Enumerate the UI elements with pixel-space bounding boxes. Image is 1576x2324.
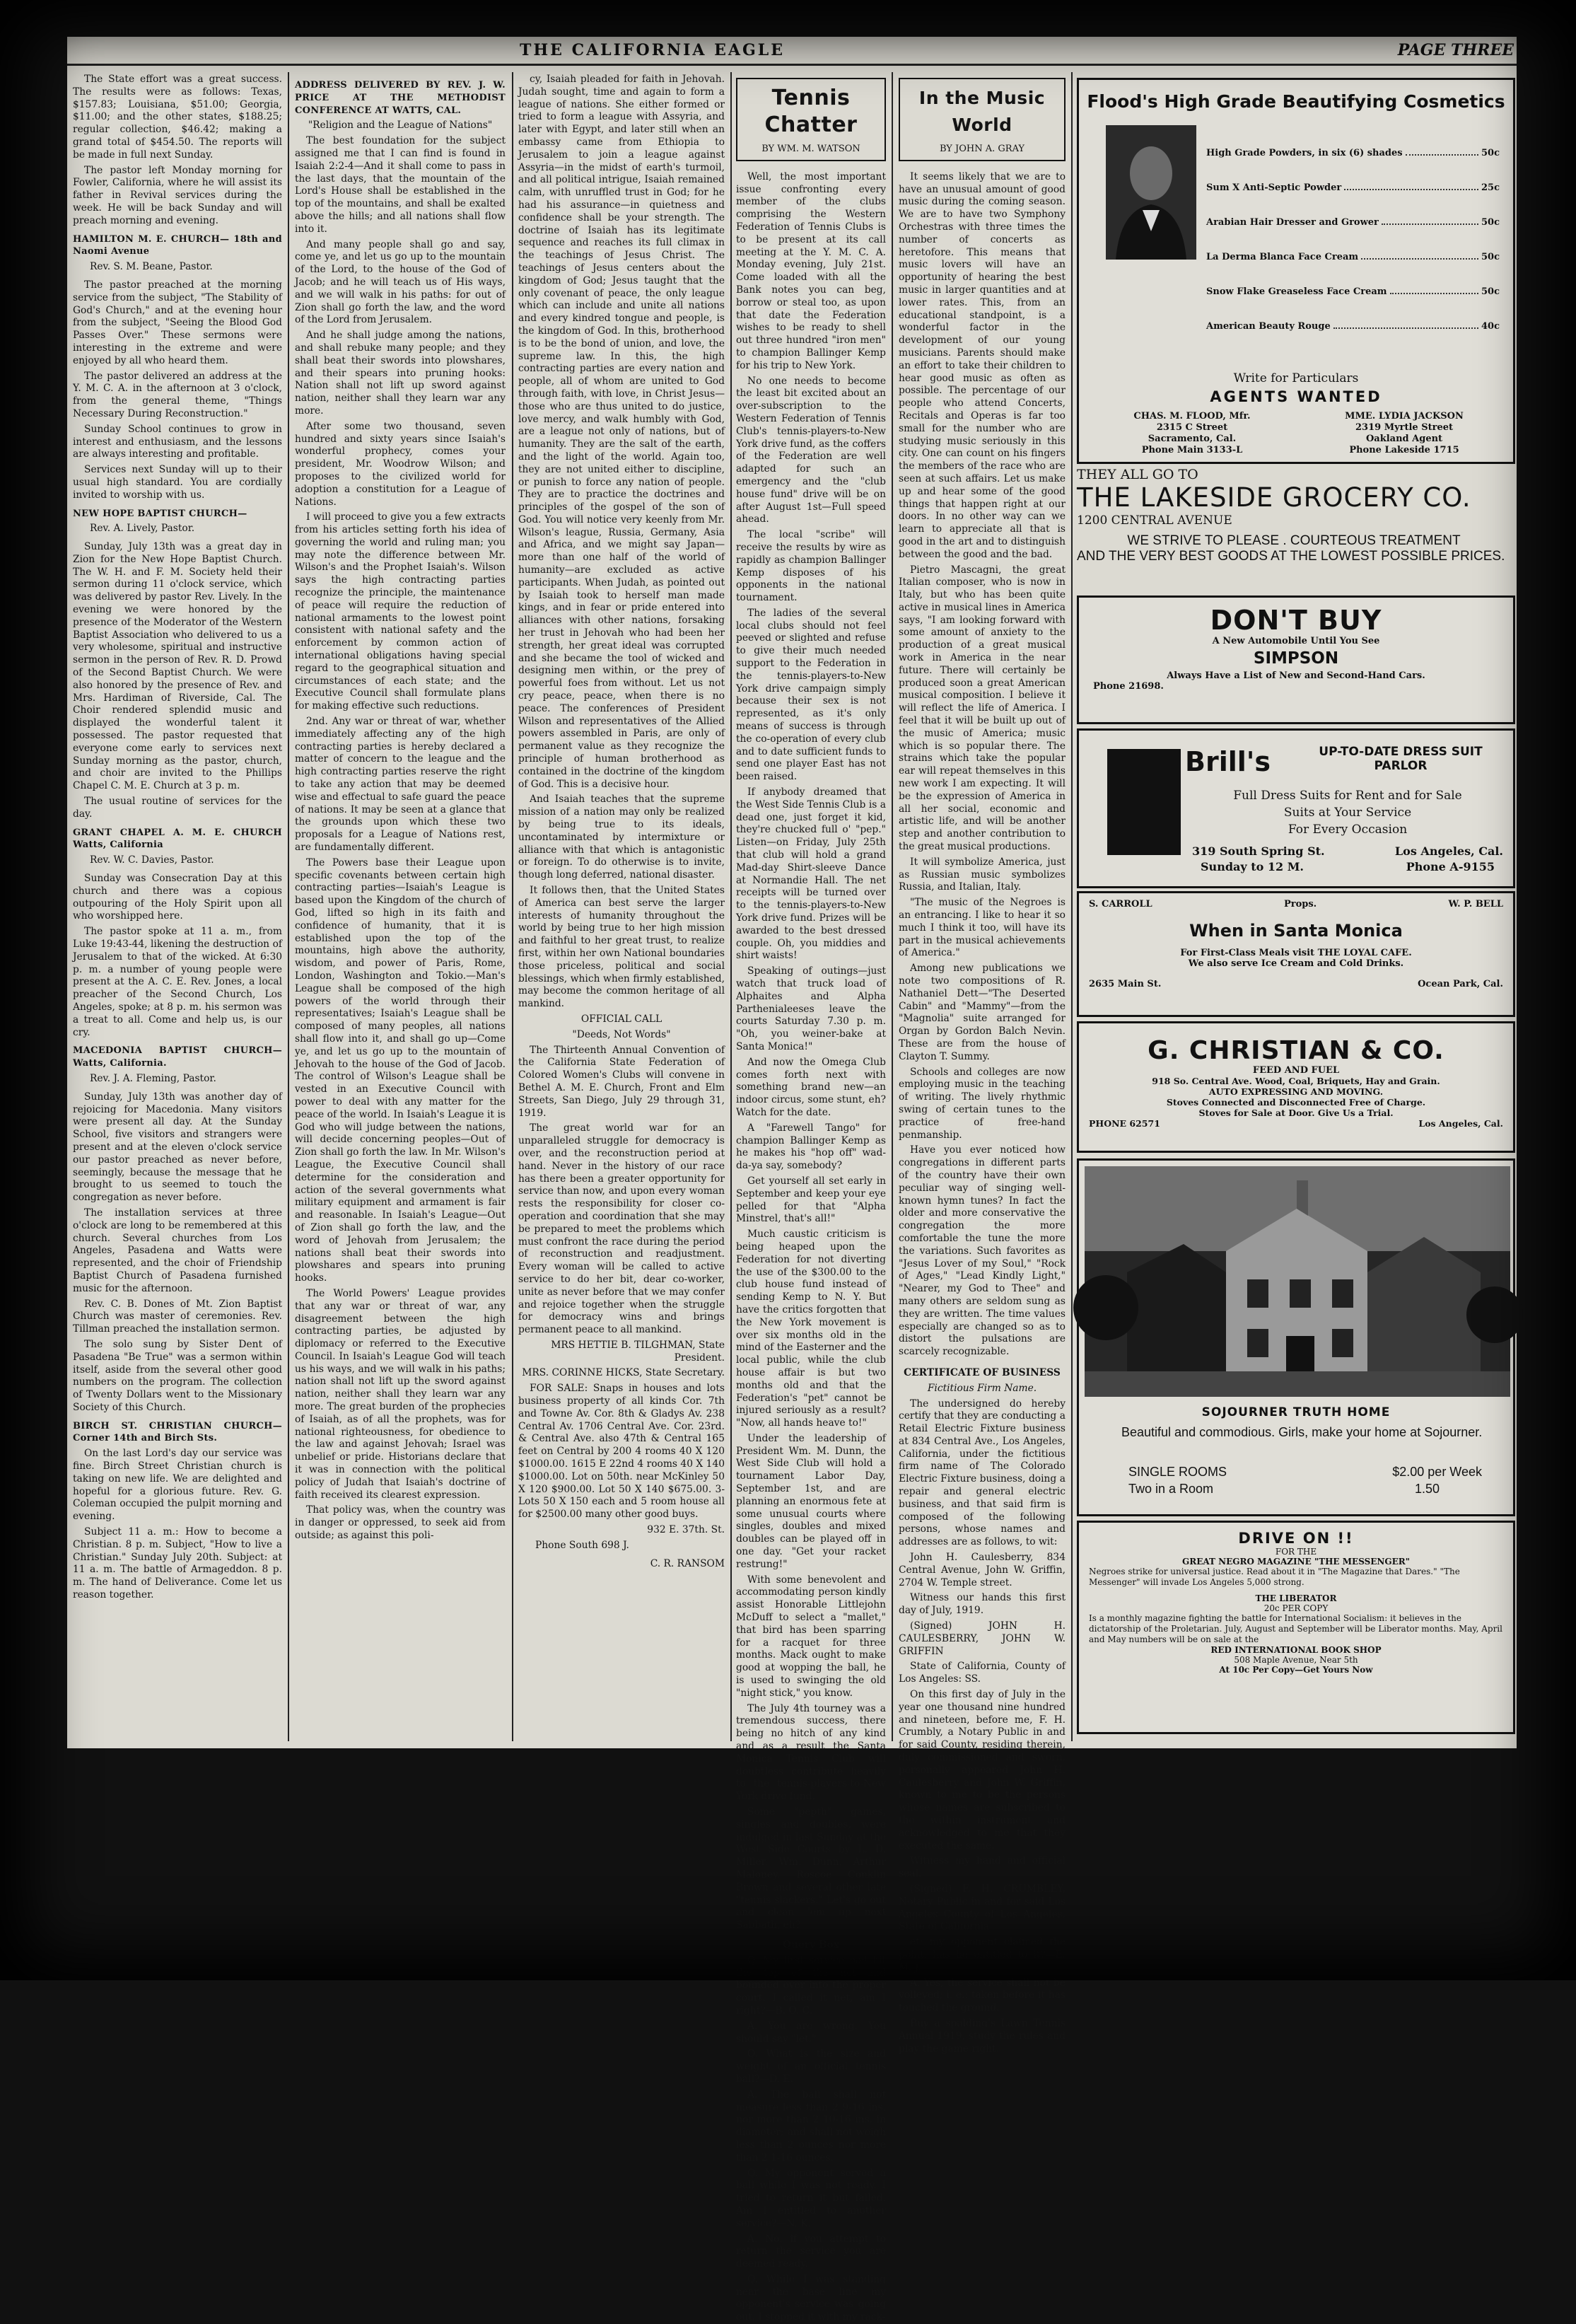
paper-name: THE CALIFORNIA EAGLE [520, 41, 785, 59]
loyal-cafe-ad [1077, 891, 1515, 1017]
article-paragraph: And many people shall go and say, come ye, and let us go up to the mountain of the Lord, to the house of the God of Jacob; and he will teach us of His ways, and we will walk in his paths: for out of Zion shall go forth the law, and the word of the Lord from Jerusalem. [295, 238, 506, 326]
dont-buy-ad [1077, 595, 1515, 724]
article-paragraph: Rev. C. B. Dones of Mt. Zion Baptist Church was master of ceremonies. Rev. Tillman preached the installation sermon. [73, 1298, 282, 1335]
item-name: La Derma Blanca Face Cream [1206, 252, 1359, 262]
brills-address: 319 South Spring St. [1192, 844, 1325, 858]
loyal-props: Props. [1283, 899, 1317, 910]
christian-footer [1079, 1118, 1513, 1129]
article-paragraph: The pastor preached at the morning service from the subject, "The Stability of God's Church," and at the evening hour from the subject, "Seeing the Blood God Passes Over." These sermons were interesting in the extreme and were enjoyed by all who heard them. [73, 279, 282, 366]
sojourner-line: Beautiful and commodious. Girls, make your home at Sojourner. [1121, 1425, 1483, 1439]
article-paragraph: If anybody dreamed that the West Side Tennis Club is a dead one, just forget it kid, they're chucked full o' "pep." Listen—on Friday, July 25th that club will hold a grand Mad-day Shirt-sleeve Dance at Normandie Hall. The net receipts will be turned over to the tennis-players-to-New York drive fund. Prizes will be awarded to the best dressed couple. Oh, you middies and shirt waists! [736, 786, 886, 962]
address-line: Phone Lakeside 1715 [1349, 445, 1459, 455]
music-byline: BY JOHN A. GRAY [939, 144, 1025, 154]
column-rule [892, 72, 893, 1741]
article-paragraph: Rev. J. A. Fleming, Pastor. [90, 1072, 216, 1084]
flood-cosmetics-ad [1077, 78, 1515, 464]
price-list-item [1206, 182, 1500, 193]
column-rule [512, 72, 513, 1741]
leader-dots [1390, 293, 1478, 294]
loyal-title: When in Santa Monica [1189, 921, 1403, 941]
article-heading: ADDRESS DELIVERED BY REV. J. W. PRICE AT THE METHODIST CONFERENCE AT WATTS, CAL. [295, 80, 506, 116]
brills-name: Brill's [1185, 746, 1271, 777]
loyal-address-row [1079, 979, 1513, 989]
column-rule [1071, 72, 1073, 1741]
brills-dark-block [1107, 749, 1181, 855]
brills-line-3: For Every Occasion [1288, 823, 1408, 837]
article-paragraph: I will proceed to give you a few extracts from his articles setting forth his idea of governing the world and ruling man; you may note the difference between Mr. Wilson's and the Prophet Isaiah's. Wilson says the high contracting parties recognize the principle, the maintenance of peace will require the reduction of national armaments to the lowest point consistent with national safety and the enforcement by common action of international obligations having special regard to the geographical situation and circumstances of each state; and the Executive Council shall formulate plans for making effective such reductions. [295, 511, 506, 712]
portrait-photo [1106, 125, 1196, 260]
article-paragraph: It seems likely that we are to have an unusual amount of good music during the coming season. We are to have two Symphony Orchestras with three times the number of concerts as heretofore. This means that music lovers will have an opportunity of hearing the best music in larger quantities and at lower rates. This, from an educational standpoint, is a wonderful factor in the development of our young musicians. Parents should make an effort to take their children to hear good music as often as possible. The percentage of our people who attend Concerts, Recitals and Operas is far too small for the number who are studying music seriously in this city. One can count on his fingers the members of the race who are seen at such affairs. Let us make up and hear some of the good things that happen right at our doors. In no other way can we learn to appreciate all that is good in the art and to distinguish between the good and the bad. [899, 170, 1066, 560]
article-paragraph: Services next Sunday will up to their usual high standard. You are cordially invited to worship with us. [73, 464, 282, 501]
article-heading: NEW HOPE BAPTIST CHURCH— [73, 508, 247, 519]
address-line: MME. LYDIA JACKSON [1345, 411, 1464, 422]
brills-heading-1: UP-TO-DATE DRESS SUIT [1319, 745, 1483, 759]
leader-dots [1382, 223, 1478, 225]
item-name: Arabian Hair Dresser and Grower [1206, 217, 1379, 228]
article-paragraph: Phone South 698 J. [535, 1539, 629, 1551]
column-tennis-chatter [736, 78, 886, 2323]
article-paragraph: A "Farewell Tango" for champion Ballinger Kemp as he makes his "hop off" wad-da-ya say, somebody? [736, 1122, 886, 1172]
price-list-item [1206, 252, 1500, 262]
loyal-right: W. P. BELL [1448, 899, 1503, 910]
article-heading: MACEDONIA BAPTIST CHURCH— Watts, California. [73, 1045, 282, 1069]
lakeside-tagline-2: AND THE VERY BEST GOODS AT THE LOWEST POSSIBLE PRICES. [1077, 549, 1505, 564]
brills-ad [1077, 728, 1515, 888]
article-paragraph: Q. My first service ball hit the top of the net and bounded over into the proper court. I called it net, am I right?—B. O. C. [736, 1954, 886, 2016]
christian-line-4: Stoves for Sale at Door. Give Us a Trial. [1198, 1108, 1394, 1118]
article-paragraph: Well, the most important issue confronting every member of the clubs comprising the Western Federation of Tennis Clubs is to be present at its call meeting at the Y. M. C. A. Monday evening, July 21st. Come loaded with all the Bank notes you can beg, borrow or steal too, as upon that date the Federation wishes to be ready to shell out three hundred "iron men" to champion Ballinger Kemp for his trip to New York. [736, 170, 886, 371]
article-paragraph: Much caustic criticism is being heaped upon the Federation for not diverting the use of the $300.00 to the club house fund instead of sending Kemp to N. Y. But have the critics forgotten that the New York movement is over six months old in the mind of the Easterner and the local public, while the club house affair is but two months old and that the Federation's "pet" cannot be injured seriously as a result? "Now, all hands heave to!" [736, 1228, 886, 1429]
newspaper-page [67, 37, 1517, 2323]
item-name: American Beauty Rouge [1206, 321, 1331, 332]
loyal-line-2: We also serve Ice Cream and Cold Drinks. [1188, 958, 1404, 969]
article-paragraph: "The music of the Negroes is an entrancing. I like to hear it so much I think it too, will have its part in the musical achievements of America." [899, 897, 1066, 959]
certificate-subtitle: Fictitious Firm Name. [927, 1382, 1037, 1394]
column-league-of-nations [295, 74, 506, 1743]
article-paragraph: The ladies of the several local clubs should not feel peeved or slighted and refuse to give their much needed support to the Federation in the tennis-players-to-New York drive campaign simply because their sex is not represented, as it's only means of success is through the co-operation of every club and to date sufficient funds to send one player East has not been raised. [736, 607, 886, 783]
article-paragraph: The pastor delivered an address at the Y. M. C. A. in the afternoon at 3 o'clock, from the general theme, "Things Necessary During Reconstruction." [73, 370, 282, 419]
address-line: Sacramento, Cal. [1148, 434, 1237, 444]
article-paragraph: The World Powers' League provides that any war or threat of war, any disagreement between the high contracting parties, be adjusted by diplomacy or referred to the Executive Council. In Isaiah's League God will teach us his ways, and we will walk in his paths; nation shall not lift up the sword against nation, neither shall they learn war any more. The great burden of the prophecies of Isaiah, as of all the prophets, was for national righteousness, for obedience to the law and against Jehovah; Israel was unbelief or pride. Historians declare that it was in connection with the political policy of Judah that Isaiah's doctrine of faith received its clearest expression. [295, 1287, 506, 1501]
christian-phone: PHONE 62571 [1089, 1118, 1160, 1129]
article-paragraph: A. The ball shall not measure less than 2 9-16 ins. nor more than 2 10-16 ins. in diameter; and shall not weigh less than 2 ounces nor more than 2 1-16 ounces. [736, 2088, 886, 2163]
item-price: 50c [1481, 286, 1500, 297]
article-paragraph: On the last Lord's day our service was fine. Birch Street Christian church is taking on new life. We are delighted and hopeful for a glorious future. Rev. G. Coleman occupied the pulpit morning and evening. [73, 1448, 282, 1523]
article-paragraph: Buy a spalding's Lawn Tennis Annual 1919, study the rules and play the game right. [899, 2017, 1066, 2055]
brills-footer [1192, 844, 1503, 875]
address-line: CHAS. M. FLOOD, Mfr. [1133, 411, 1251, 422]
loyal-props-row [1079, 899, 1513, 910]
item-price: 50c [1481, 148, 1500, 158]
column-isaiah-continued [518, 74, 725, 1743]
article-paragraph: "Religion and the League of Nations" [308, 120, 493, 132]
article-paragraph: 932 E. 37th. St. [647, 1524, 725, 1536]
article-paragraph: It will symbolize America, just as Russian music symbolizes Russia, and Italian, Italy. [899, 856, 1066, 893]
drive-on-title: DRIVE ON !! [1238, 1530, 1354, 1547]
loyal-left: S. CARROLL [1089, 899, 1152, 910]
page-number: PAGE THREE [1397, 41, 1514, 59]
christian-line-1: 918 So. Central Ave. Wood, Coal, Briquets, Hay and Grain. [1152, 1076, 1440, 1086]
article-paragraph: The Powers base their League upon specific covenants between certain high contracting parties—Isaiah's League is based upon the Kingdom of the church of God, lifted so high in its faith and confidence of humanity, that it is established upon the top of the mountains, high above the authority, wisdom, and power of Paris, Rome, London, Washington and Tokio.—Man's League shall be composed of the high powers of the world through their representatives; Isaiah's League shall be composed of many peoples, all nations shall flow into it, and shall go up—Come ye, and let us go up to the mountain of Jehovah to the house of the God of Jacob. The control of Wilson's League shall be vested in an Executive Council with power to deal with any matter for the peace of the world. In Isaiah's League it is God who will judge between the nations, will decide concerning peoples—Out of Zion shall go forth the law. In Mr. Wilson's League, the Executive Council shall determine for the consideration and action of the several governments what military equipment and armament is fair and reasonable. In Isaiah's League—Out of Zion shall go forth the law, and the word of Jehovah from Jerusalem; the nations shall beat their swords into plowshares and spears into pruning hooks. [295, 856, 506, 1284]
article-paragraph: A. Yes, the service shall not be volleyed; i. e.: taken before it has touched the ground. [899, 1977, 1066, 2014]
price-list-item [1206, 217, 1500, 228]
two-in-room-label: Two in a Room [1128, 1482, 1214, 1496]
flood-price-list [1206, 148, 1500, 356]
flood-left-address [1107, 411, 1277, 456]
dont-buy-title: DON'T BUY [1210, 605, 1382, 636]
certificate-title: CERTIFICATE OF BUSINESS [904, 1366, 1061, 1378]
sojourner-rates [1128, 1463, 1482, 1497]
article-paragraph: The pastor spoke at 11 a. m., from Luke 19:43-44, likening the destruction of Jerusalem to that of the wicked. At 6:30 p. m. a number of young people were present at the A. C. E. Rev. Jones, a local preacher of the Second Church, Los Angeles, spoke; at 8 p. m. his sermon was a treat to all. Come and help us, is our cry. [73, 926, 282, 1038]
article-paragraph: It follows then, that the United States of America can best serve the larger interests of humanity throughout the world by being true to her high mission and faithful to her great trust, to realize first, within her own National boundaries those priceless, political and social blessings, which when firmly established, may become the common heritage of all mankind. [518, 885, 725, 1010]
tennis-byline: BY WM. M. WATSON [761, 144, 860, 154]
building-photo [1085, 1166, 1510, 1397]
lakeside-address: 1200 CENTRAL AVENUE [1077, 513, 1232, 528]
dont-buy-sub: A New Automobile Until You See [1212, 636, 1380, 646]
item-name: Sum X Anti-Septic Powder [1206, 182, 1342, 193]
article-paragraph: The local "scribe" will receive the results by wire as rapidly as champion Ballinger Kemp disposes of his opponents in the national tournament. [736, 529, 886, 604]
article-paragraph: Some "pepth" games, singles and doubles, were indulged in last Sunday at the West Side Courts by L. D. Miller, Wm. Dunn, Arthur Maloney, Roscoe Conklin Brown and several other late "tennis slackers." Let's go out and clean 'em up next Sabbath, eh? [736, 1806, 886, 1931]
article-paragraph: The State effort was a great success. The results were as follows: Texas, $157.83; Louisiana, $51.00; Georgia, $11.00; and the other states, $188.25; regular collection, $46.42; making a grand total of $454.50. The reports will be made in full next Sunday. [73, 74, 282, 161]
price-list-item [1206, 148, 1500, 158]
christian-name: G. CHRISTIAN & CO. [1148, 1036, 1444, 1065]
price-list-item [1206, 321, 1500, 332]
article-paragraph: The pastor left Monday morning for Fowler, California, where he will assist its father in Revival services during the week. He will be back Sunday and will preach morning and evening. [73, 164, 282, 226]
article-paragraph: Pietro Mascagni, the great Italian composer, who is now in Italy, but who has been quite active in musical lines in America says, "I am looking forward with some amount of anxiety to the production of a great musical work in America in the near future. There will certainly be produced soon a great American musical composition. I believe it will reflect the life of America. I feel that it will be built up out of the music of America; music which is so popular there. The strains which take the popular ear will repeat themselves in this new work I am expecting. It will be the expression of America in all her social, economic and artistic life, and will be another step and another contribution to the great musical productions. [899, 564, 1066, 853]
item-price: 50c [1481, 217, 1500, 228]
masthead-rule [67, 64, 1517, 66]
item-price: 40c [1481, 321, 1500, 332]
music-title: In the Music World [918, 88, 1046, 135]
article-paragraph: State of California, County of Los Angeles: SS. [899, 1661, 1066, 1685]
article-heading: HAMILTON M. E. CHURCH— 18th and Naomi Avenue [73, 233, 282, 257]
article-paragraph: Sunday School continues to grow in interest and enthusiasm, and the lessons are always interesting and profitable. [73, 423, 282, 460]
article-paragraph: Rev. W. C. Davies, Pastor. [90, 854, 214, 866]
column-church-news [73, 74, 282, 1743]
certificate-body [899, 1398, 1066, 2056]
article-paragraph: Q. While I was standing near the base line my opponent's service was going out, I stopped it with my rack- [736, 2273, 886, 2323]
flood-title: Flood's High Grade Beautifying Cosmetics [1087, 91, 1505, 112]
loyal-city: Ocean Park, Cal. [1418, 979, 1503, 989]
loyal-address: 2635 Main St. [1089, 979, 1162, 989]
article-paragraph: Among new publications we note two compositions of R. Nathaniel Dett—"The Deserted Cabin" and "Mammy"—from the "Magnolia" suite arranged for Organ by Gordon Balch Nevin. These are from the house of Clayton T. Summy. [899, 963, 1066, 1062]
book-shop-price: At 10c Per Copy—Get Yours Now [1219, 1665, 1373, 1675]
flood-write: Write for Particulars [1233, 371, 1359, 385]
brills-body [1192, 787, 1503, 838]
article-paragraph: John H. Caulesberry, 834 Central Avenue, John W. Griffin, 2704 W. Temple street. [899, 1552, 1066, 1588]
brills-heading-2: PARLOR [1374, 759, 1428, 773]
brills-phone: Phone A-9155 [1406, 860, 1495, 873]
article-paragraph: A. You are wrong. You should say "let." [736, 2020, 886, 2045]
lakeside-grocery-ad [1077, 467, 1511, 587]
article-paragraph: The Thirteenth Annual Convention of the California State Federation of Colored Women's Clubs will convene in Bethel A. M. E. Church, Front and Elm Streets, San Diego, July 29 through 31, 1919. [518, 1044, 725, 1119]
address-line: 2315 C Street [1156, 422, 1228, 433]
article-paragraph: A. No, if you attempt to return the service you are deemed ready. [736, 2233, 886, 2270]
article-paragraph: FOR SALE: Snaps in houses and lots business property of all kinds Cor. 7th and Towne Av. Cor. 8th & Gladys Av. 238 Central Av. 1706 Central Ave. Cor. 23rd. & Central Ave. also 47th & Central 165 feet on Central by 200 4 rooms 40 X 120 $1000.00. 1615 E 22nd 4 rooms 40 X 140 $1000.00. Lot on 50th. near McKinley 50 X 120 $900.00. Lot 50 X 140 $675.00. 3-Lots 50 X 150 each and 5 room house all for $2500.00 many other good buys. [518, 1383, 725, 1521]
tennis-body [736, 171, 886, 1932]
loyal-line-1: For First-Class Meals visit THE LOYAL CAFE. [1180, 948, 1412, 958]
price-list-item [1206, 286, 1500, 297]
liberator-title: THE LIBERATOR [1255, 1593, 1337, 1603]
article-heading: BIRCH ST. CHRISTIAN CHURCH— Corner 14th and Birch Sts. [73, 1420, 282, 1444]
drive-on-for: FOR THE [1275, 1547, 1317, 1557]
article-paragraph: Q. My opponent served a ball while I was not ready. I tried to return it but failed. Am I entitled to another service?—N. K. [736, 2167, 886, 2229]
single-rooms-label: SINGLE ROOMS [1128, 1465, 1227, 1479]
brills-hours: Sunday to 12 M. [1201, 860, 1304, 873]
tennis-title-box [736, 78, 886, 161]
sojourner-truth-ad [1077, 1158, 1515, 1516]
article-paragraph: With some benevolent and accommodating person kindly assist Honorable Littlejohn McDuff to select a "mallet," that bird has been sparring for a racquet for three months. Mack ought to make good at wopping the ball, he is used to swinging the old "night stick," you know. [736, 1574, 886, 1699]
article-paragraph: The great world war for an unparalleled struggle for democracy is over, and the reconstruction period at hand. Never in the history of our race has there been a greater opportunity for service than now, and upon every woman rests the responsibility for closer co-operation and coordination that she may be prepared to meet the problems which must confront the race during the period of reconstruction and readjustment. Every woman will be called to active service to do her bit, dear co-worker, unite as never before that we may confer and rejoice together when the struggle for democracy wins and brings permanent peace to all mankind. [518, 1122, 725, 1336]
drive-on-body-2: Is a monthly magazine fighting the battle for International Socialism: it believes in the dictatorship of the Proletarian. July, August and September will be Liberator months. May, April and May numbers will be on sale at the [1089, 1613, 1502, 1644]
christian-line-2: AUTO EXPRESSING AND MOVING. [1208, 1086, 1384, 1097]
liberator-price: 20c PER COPY [1263, 1603, 1329, 1613]
column-rule [288, 72, 289, 1741]
address-line: 2319 Myrtle Street [1355, 422, 1454, 433]
dont-buy-list: Always Have a List of New and Second-Hand Cars. [1167, 670, 1425, 681]
leader-dots [1406, 154, 1478, 156]
drive-on-body-1: Negroes strike for universal justice. Read about it in "The Magazine that Dares." "The Messenger" will invade Los Angeles 5,000 strong. [1089, 1567, 1460, 1587]
portrait-image [1106, 125, 1196, 260]
article-paragraph: On this first day of July in the year one thousand nine hundred and nineteen, before me, F. H. Crumbly, a Notary Public in and for said County, residing therein, duly commissioned and sworn, personally appeared John H. Caulesberry and John W. Griffin, known to me to be the persons whose names are subscribed to the within instrument and acknowledged to me that they executed the same. [899, 1689, 1066, 1852]
building-image [1085, 1166, 1510, 1397]
article-paragraph: Sunday, July 13th was another day of rejoicing for Macedonia. Many visitors were present all day. At the Sunday School, five visitors and strangers were present and at the eleven o'clock service our pastor preached as never before, seemingly, because the message that he brought to us seemed to touch the congregation as never before. [73, 1091, 282, 1204]
article-paragraph: Witness our hands this first day of July, 1919. [899, 1592, 1066, 1617]
book-shop-name: RED INTERNATIONAL BOOK SHOP [1210, 1645, 1382, 1655]
sojourner-title: SOJOURNER TRUTH HOME [1201, 1405, 1391, 1419]
brills-line-2: Suits at Your Service [1283, 806, 1412, 820]
leader-dots [1333, 327, 1478, 329]
article-paragraph: Witness my hand and official seal. [899, 1855, 1066, 1880]
two-in-room-price: 1.50 [1414, 1482, 1440, 1496]
column-rule [730, 72, 732, 1741]
article-paragraph: MRS HETTIE B. TILGHMAN, State President. [551, 1339, 725, 1364]
article-paragraph: The July 4th tourney was a tremendous success, there being no hitch of any kind and as a result the Santa Monica Tennis Club will doubtless contribute heavily to the tennis-players-to-New York drive fund. [736, 1702, 886, 1803]
article-paragraph: C. R. RANSOM [650, 1557, 725, 1569]
leader-dots [1361, 258, 1478, 260]
flood-right-address [1312, 411, 1496, 456]
address-line: Phone Main 3133-L [1141, 445, 1243, 455]
article-paragraph: et; my opponent claimed the point, has he entitled to it?—E. M. J. [899, 1936, 1066, 1973]
brills-line-1: Full Dress Suits for Rent and for Sale [1233, 789, 1462, 803]
dont-buy-name: SIMPSON [1253, 649, 1339, 668]
article-paragraph: Sunday, July 13th was a great day in Zion for the New Hope Baptist Church. The W. H. and F. M. Society held their sermon during 11 o'clock service, which was delivered by pastor Rev. Lively. In the evening we were honored by the presence of the Moderator of the Western Baptist Association who delivered to us a very wholesome, spiritual and instructive sermon in the person of Rev. R. D. Prowd of the Second Baptist Church. We were also honored by the presence of Rev. and Mrs. Hardiman of Riverside, Cal. The Choir rendered splendid music and displayed the wonderful talent it possessed. The pastor requested that everyone come early to services next Sunday morning as the pastor, church, and choir are invited to the Phillips Chapel C. M. E. Church at 3 p. m. [73, 541, 282, 792]
article-heading: GRANT CHAPEL A. M. E. CHURCH Watts, California [73, 827, 282, 851]
christian-line-3: Stoves Connected and Disconnected Free of Charge. [1166, 1097, 1426, 1108]
article-paragraph: And now the Omega Club comes forth next with something brand new—an indoor circus, some stunt, eh? Watch for the date. [736, 1056, 886, 1118]
lakeside-top: THEY ALL GO TO [1077, 467, 1198, 482]
leader-dots [1344, 189, 1478, 190]
article-paragraph: No one needs to become the least bit excited about an over-subscription to the Western Federation of Tennis Club's tennis-players-to-New York drive fund, as the coffers of the Federation are well adapted for such an emergency and the "club house fund" drive will be on after August 1st—Full speed ahead. [736, 375, 886, 525]
article-paragraph: Speaking of outings—just watch that truck load of Alphaites and Alpha Parthenialeeses leave the courts Saturday 7.30 p. m. "Oh, you weiner-bake at Santa Monica!" [736, 965, 886, 1052]
christian-sub: FEED AND FUEL [1252, 1065, 1340, 1076]
tennis-title: Tennis Chatter [764, 86, 858, 137]
item-price: 25c [1481, 182, 1500, 193]
article-paragraph: The usual routine of services for the day. [73, 796, 282, 820]
article-paragraph: Schools and colleges are now employing music in the teaching of writing. The lively rhythmic swing of certain tunes to the practice of free-hand penmanship. [899, 1066, 1066, 1141]
column-music-world [899, 78, 1066, 2055]
book-shop-address: 508 Maple Avenue, Near 5th [1234, 1655, 1358, 1665]
music-title-box [899, 78, 1066, 161]
flood-agents-wanted: AGENTS WANTED [1210, 388, 1382, 405]
brills-heading [1298, 745, 1503, 773]
article-paragraph: Get yourself all set early in September and keep your eye pelled for that "Alpha Minstrel, that's all!" [736, 1175, 886, 1225]
lakeside-name: THE LAKESIDE GROCERY CO. [1077, 482, 1471, 513]
article-paragraph: Q. What is the size and weight of an official tennis ball?—D. E. [736, 2048, 886, 2085]
article-paragraph: OFFICIAL CALL [580, 1013, 662, 1025]
address-line: Oakland Agent [1365, 434, 1443, 444]
article-paragraph: The best foundation for the subject assigned me that I can find is found in Isaiah 2:2-4—And it shall come to pass in the last days, that the mountain of the Lord's House shall be established in the top of the mountains, and shall be exalted above the hills; and all nations shall flow into it. [295, 135, 506, 235]
music-body [899, 171, 1066, 1359]
article-paragraph: "Deeds, Not Words" [572, 1028, 671, 1040]
drive-on-magazine: GREAT NEGRO MAGAZINE "THE MESSENGER" [1182, 1557, 1410, 1567]
item-name: High Grade Powders, in six (6) shades [1206, 148, 1403, 158]
query-box-body [736, 1955, 886, 2324]
article-paragraph: 2nd. Any war or threat of war, whether immediately affecting any of the high contracting parties is hereby declared a matter of concern to the league and the high contracting parties reserve the right to take any action that may be deemed wise and effectual to safe guard the peace of nations. It may be seen at a glance that the grounds upon which these two proposals for a League of Nations rest, are fundamentally different. [295, 716, 506, 854]
masthead [67, 37, 1517, 65]
article-paragraph: Rev. S. M. Beane, Pastor. [90, 261, 213, 273]
article-paragraph: cy, Isaiah pleaded for faith in Jehovah. Judah sought, time and again to form a league of nations. She either formed or tried to form a league with Assyria, and later with Egypt, and later still when an embassy came from Ethiopia to Jerusalem to join a league against Assyria—in the midst of earth's turmoil, and all political intrigue, Isaiah remained calm, with unruffled trust in God; for he had his assurance—in quietness and confidence shall be your strength. The doctrine of Isaiah has its legitimate sequence and reaches its full climax in the teachings of Jesus Christ. The teachings of Jesus centers about the kingdom of God; Jesus taught that the only covenant of peace, the only league which can include and unite all nations and every kindred tongue and people, is the kingdom of God. In this, brotherhood is to be the bond of union, and love, the supreme law. In this, the high contracting parties are every nation and people, all of whom are united to God through faith, with love, in Christ Jesus—those who are thus united to do justice, love mercy, and walk humbly with God, are a league not only of nations, but of humanity. They are the salt of the earth, and the light of the world. Again too, they are not united either to discipline, or punish to force any nation of people. They are to practice the doctrines and principles of the gospel of the son of God. You will notice very keenly from Mr. Wilson's league, Russia, Germany, Asia and Africa, and we might say Japan—more than one half of the world of humanity—are excluded as active participants. When Judah, as pointed out by Isaiah took to herself man made kings, and in fear or pride entered into alliances with other nations, forsaking her trust in Jehovah who had been her strength, her great ideal was corrupted and she became the tool of wicked and designing men within, or the prey of powerful foes from without. Let us not cry peace, peace, when there is no peace. The conferences of President Wilson and representatives of the Allied powers assembled in Paris, are only of permanent value as they recognize the principle of human brotherhood as contained in the doctrine of the kingdom of God. This is a decisive hour. [518, 74, 725, 790]
article-paragraph: The installation services at three o'clock are long to be remembered at this church. Several churches from Los Angeles, Pasadena and Watts were represented, and the choir of Friendship Baptist Church of Pasadena furnished music for the afternoon. [73, 1207, 282, 1294]
article-paragraph: And he shall judge among the nations, and shall rebuke many people; and they shall beat their swords into plowshares, and their spears into pruning hooks: Nation shall not lift up sword against nation, neither shall they learn war any more. [295, 330, 506, 417]
article-paragraph: And Isaiah teaches that the supreme mission of a nation may only be realized by being true to its ideals, uncontaminated by intermixture or alliance with that which is antagonistic or foreign. To do otherwise is to invite, though long deferred, national disaster. [518, 794, 725, 881]
article-paragraph: MRS. CORINNE HICKS, State Secretary. [522, 1367, 725, 1379]
article-paragraph: The undersigned do hereby certify that they are conducting a Retail Electric Fixture business at 834 Central Ave., Los Angeles, California, under the fictitious firm name of The Colorado Electric Fixture business, doing a repair and general electric business, and that said firm is composed of the following persons, whose names and addresses are as follows, to wit: [899, 1398, 1066, 1548]
christian-city: Los Angeles, Cal. [1418, 1118, 1503, 1129]
article-paragraph: (Signed) F. H. CRUMBLEY, Notary Public in and for said Los Angeles County of Los Angeles, State of California. [899, 1883, 1066, 1933]
christian-co-ad [1077, 1021, 1515, 1153]
article-paragraph: After some two thousand, seven hundred and sixty years since Isaiah's wonderful prophecy, comes your president, Mr. Woodrow Wilson; and proposes to the civilized world for adoption a constitution for a League of Nations. [295, 420, 506, 508]
article-paragraph: Rev. A. Lively, Pastor. [90, 523, 195, 535]
article-paragraph: (Signed) JOHN H. CAULESBERRY, JOHN W. GRIFFIN [899, 1620, 1066, 1657]
brills-city: Los Angeles, Cal. [1394, 844, 1503, 858]
article-paragraph: Subject 11 a. m.: How to become a Christian. 8 p. m. Subject, "How to live a Christian." Sunday July 20th. Subject: at 11 a. m. The battle of Armageddon. 8 p. m. The hand of Deliverance. Come let us reason together. [73, 1526, 282, 1601]
lakeside-tagline-1: WE STRIVE TO PLEASE . COURTEOUS TREATMENT [1127, 533, 1461, 548]
article-paragraph: The solo sung by Sister Dent of Pasadena "Be True" was a sermon within itself, aside from the several other good numbers on the program. The collection of Twenty Dollars went to the Missionary Society of this Church. [73, 1338, 282, 1413]
dont-buy-phone: Phone 21698. [1093, 681, 1164, 692]
item-price: 50c [1481, 252, 1500, 262]
article-paragraph: Under the leadership of President Wm. M. Dunn, the West Side Club will hold a tournament Labor Day, September 1st, and are planning an enormous fete at some unusual courts where singles, doubles and mixed doubles can be played off in one day. "Get your racket restrung!" [736, 1432, 886, 1570]
article-paragraph: Sunday was Consecration Day at this church and there was a copious outpouring of the Holy Spirit upon all who worshipped here. [73, 873, 282, 922]
article-paragraph: Have you ever noticed how congregations in different parts of the country have their own peculiar way of singing well-known hymn tunes? In fact the older and more conservative the congregation the more comfortable the tune the more the variations. Such favorites as "Jesus Lover of my Soul," "Rock of Ages," "Lead Kindly Light," "Nearer, my God to Thee" and many others are seldom sung as they are written. The time values especially are changed so as to distort the pulsations are scarcely recognizable. [899, 1144, 1066, 1358]
single-rooms-price: $2.00 per Week [1392, 1465, 1482, 1479]
drive-on-ad [1077, 1521, 1515, 1734]
query-box-title: Query Box [782, 1939, 839, 1951]
item-name: Snow Flake Greaseless Face Cream [1206, 286, 1387, 297]
article-paragraph: That policy was, when the country was in danger or oppressed, to seek aid from outside; as against this poli- [295, 1504, 506, 1542]
